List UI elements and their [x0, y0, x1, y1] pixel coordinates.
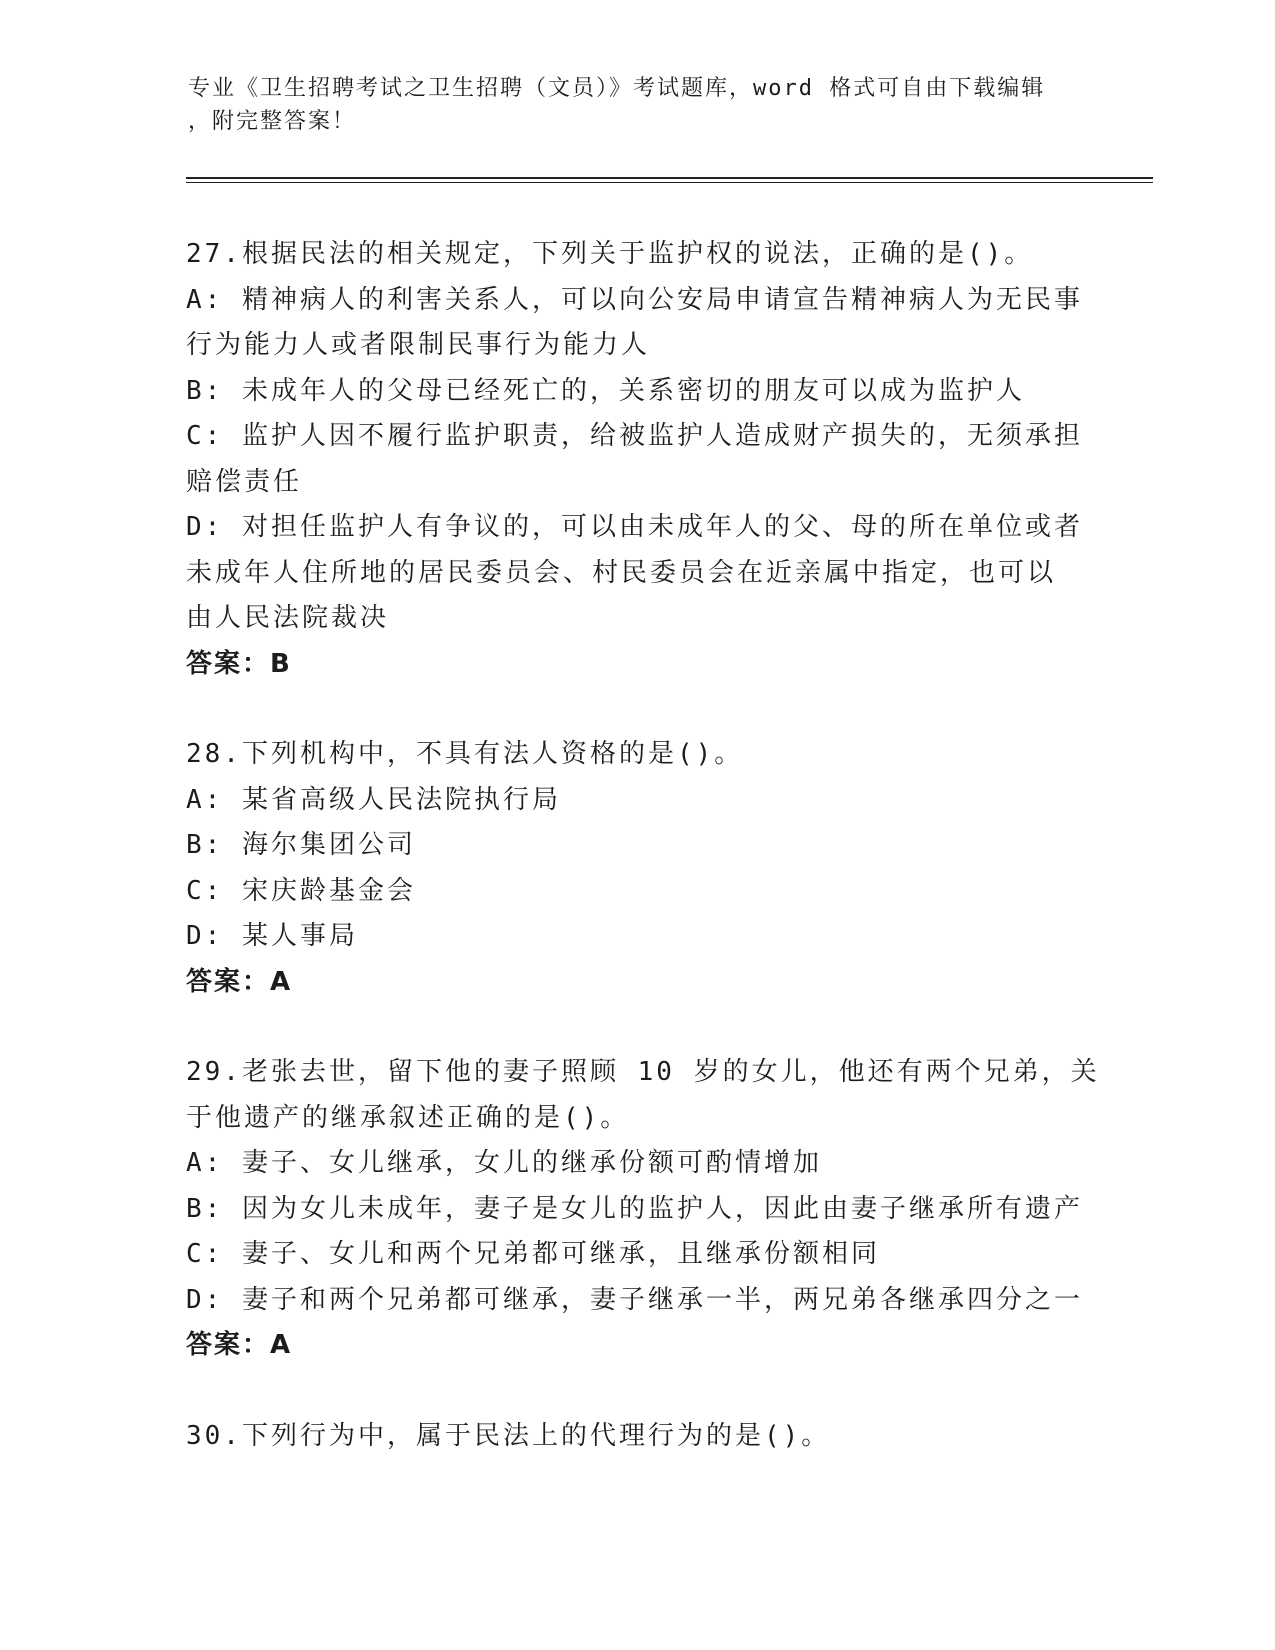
- question-29: [186, 1050, 1146, 1369]
- question-stem-continued: 于他遗产的继承叙述正确的是()。: [186, 1102, 630, 1133]
- header-line-2: ，附完整答案！: [188, 109, 357, 134]
- option-a: A: 某省高级人民法院执行局: [186, 784, 561, 815]
- option-a: A: 精神病人的利害关系人，可以向公安局申请宣告精神病人为无民事: [186, 284, 1083, 315]
- answer-label: 答案：A: [186, 1330, 293, 1360]
- option-c: C: 监护人因不履行监护职责，给被监护人造成财产损失的，无须承担: [186, 421, 1083, 451]
- answer-label: 答案：A: [186, 966, 293, 997]
- option-a: A: 妻子、女儿继承，女儿的继承份额可酌情增加: [186, 1148, 822, 1178]
- option-d: D: 妻子和两个兄弟都可继承，妻子继承一半，两兄弟各继承四分之一: [186, 1284, 1083, 1315]
- question-27: [186, 232, 1146, 687]
- header-divider: [186, 177, 1153, 183]
- question-stem: 28.下列机构中，不具有法人资格的是()。: [186, 739, 744, 769]
- question-stem: 27.根据民法的相关规定，下列关于监护权的说法，正确的是()。: [186, 239, 1034, 269]
- option-d-continued: 由人民法院裁决: [186, 603, 390, 633]
- option-b: B: 未成年人的父母已经死亡的，关系密切的朋友可以成为监护人: [186, 375, 1025, 406]
- answer-label: 答案：B: [186, 648, 292, 679]
- question-list: [186, 232, 1146, 1504]
- header-line-1: 专业《卫生招聘考试之卫生招聘（文员）》考试题库，word 格式可自由下载编辑: [188, 76, 1046, 101]
- question-28: [186, 732, 1146, 1005]
- option-c: C: 宋庆龄基金会: [186, 875, 416, 906]
- option-a-continued: 行为能力人或者限制民事行为能力人: [186, 330, 651, 360]
- question-30: [186, 1414, 1146, 1460]
- option-c-continued: 赔偿责任: [186, 466, 303, 497]
- option-d: D: 对担任监护人有争议的，可以由未成年人的父、母的所在单位或者: [186, 512, 1083, 542]
- option-b: B: 海尔集团公司: [186, 830, 416, 860]
- question-stem: 29.老张去世，留下他的妻子照顾 10 岁的女儿，他还有两个兄弟，关: [186, 1057, 1100, 1087]
- option-d: D: 某人事局: [186, 921, 358, 951]
- option-c: C: 妻子、女儿和两个兄弟都可继承，且继承份额相同: [186, 1239, 880, 1269]
- document-header: [188, 72, 1088, 138]
- option-b: B: 因为女儿未成年，妻子是女儿的监护人，因此由妻子继承所有遗产: [186, 1193, 1083, 1224]
- question-stem: 30.下列行为中，属于民法上的代理行为的是()。: [186, 1420, 831, 1451]
- option-d-continued: 未成年人住所地的居民委员会、村民委员会在近亲属中指定，也可以: [186, 557, 1057, 588]
